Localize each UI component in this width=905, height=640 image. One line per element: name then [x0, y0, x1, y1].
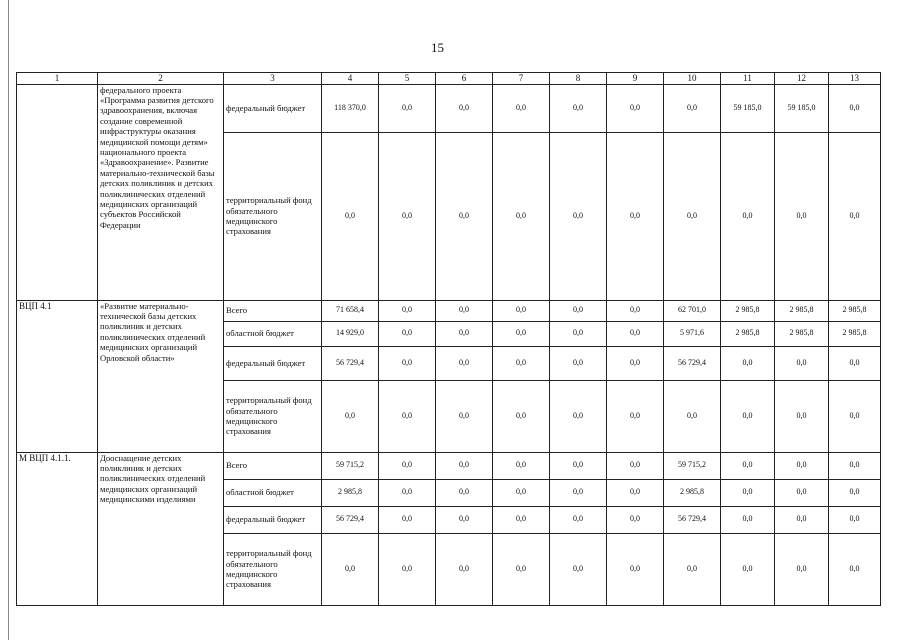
budget-table [16, 72, 881, 606]
item-name: федерального проекта «Программа развития детского здравоохранения, включая создание современной инфраструктуры оказания медицинской помощи детям» национального проекта «Здравоохранение». Развитие материально-технической базы детских поликлиник и детских поликлинических отделений медицинских организаций субъектов Российской Федерации [98, 84, 224, 300]
amount-cell: 0,0 [379, 452, 436, 479]
amount-cell: 2 985,8 [721, 321, 775, 346]
amount-cell: 0,0 [664, 380, 721, 452]
amount-cell: 59 185,0 [721, 84, 775, 132]
amount-cell: 0,0 [436, 506, 493, 533]
amount-cell: 0,0 [436, 479, 493, 506]
amount-cell: 0,0 [550, 300, 607, 321]
amount-cell: 0,0 [721, 506, 775, 533]
amount-cell: 2 985,8 [721, 300, 775, 321]
funding-source: федеральный бюджет [224, 346, 322, 380]
amount-cell: 0,0 [775, 132, 829, 300]
amount-cell: 0,0 [829, 380, 881, 452]
header-cell: 6 [436, 73, 493, 85]
amount-cell: 0,0 [829, 346, 881, 380]
item-code [17, 84, 98, 300]
amount-cell: 0,0 [436, 300, 493, 321]
amount-cell: 0,0 [379, 346, 436, 380]
amount-cell: 0,0 [550, 506, 607, 533]
amount-cell: 0,0 [436, 533, 493, 605]
amount-cell: 0,0 [436, 132, 493, 300]
amount-cell: 0,0 [493, 506, 550, 533]
amount-cell: 0,0 [721, 380, 775, 452]
amount-cell: 0,0 [550, 479, 607, 506]
amount-cell: 2 985,8 [829, 321, 881, 346]
amount-cell: 0,0 [721, 346, 775, 380]
amount-cell: 59 185,0 [775, 84, 829, 132]
amount-cell: 2 985,8 [775, 321, 829, 346]
amount-cell: 0,0 [493, 346, 550, 380]
amount-cell: 0,0 [607, 506, 664, 533]
header-cell: 1 [17, 73, 98, 85]
amount-cell: 0,0 [775, 346, 829, 380]
amount-cell: 0,0 [379, 300, 436, 321]
amount-cell: 0,0 [607, 84, 664, 132]
amount-cell: 0,0 [775, 380, 829, 452]
amount-cell: 0,0 [550, 346, 607, 380]
header-cell: 10 [664, 73, 721, 85]
header-cell: 3 [224, 73, 322, 85]
amount-cell: 0,0 [550, 533, 607, 605]
header-cell: 8 [550, 73, 607, 85]
header-cell: 11 [721, 73, 775, 85]
item-code: М ВЦП 4.1.1. [17, 452, 98, 605]
funding-source: федеральный бюджет [224, 506, 322, 533]
amount-cell: 56 729,4 [664, 506, 721, 533]
header-cell: 12 [775, 73, 829, 85]
table-row [17, 452, 881, 479]
header-cell: 5 [379, 73, 436, 85]
amount-cell: 0,0 [664, 132, 721, 300]
amount-cell: 0,0 [607, 380, 664, 452]
amount-cell: 2 985,8 [775, 300, 829, 321]
item-code: ВЦП 4.1 [17, 300, 98, 452]
amount-cell: 2 985,8 [829, 300, 881, 321]
amount-cell: 0,0 [550, 380, 607, 452]
amount-cell: 0,0 [436, 380, 493, 452]
amount-cell: 0,0 [493, 84, 550, 132]
funding-source: территориальный фонд обязательного медицинского страхования [224, 380, 322, 452]
amount-cell: 0,0 [664, 533, 721, 605]
funding-source: территориальный фонд обязательного медицинского страхования [224, 132, 322, 300]
amount-cell: 0,0 [607, 452, 664, 479]
header-cell: 13 [829, 73, 881, 85]
amount-cell: 0,0 [775, 533, 829, 605]
amount-cell: 0,0 [493, 321, 550, 346]
amount-cell: 0,0 [664, 84, 721, 132]
amount-cell: 0,0 [493, 479, 550, 506]
amount-cell: 0,0 [721, 452, 775, 479]
amount-cell: 59 715,2 [322, 452, 379, 479]
amount-cell: 0,0 [550, 84, 607, 132]
amount-cell: 118 370,0 [322, 84, 379, 132]
funding-source: Всего [224, 300, 322, 321]
amount-cell: 0,0 [493, 300, 550, 321]
amount-cell: 0,0 [550, 132, 607, 300]
amount-cell: 0,0 [829, 506, 881, 533]
amount-cell: 0,0 [379, 84, 436, 132]
amount-cell: 0,0 [775, 452, 829, 479]
amount-cell: 62 701,0 [664, 300, 721, 321]
amount-cell: 0,0 [493, 533, 550, 605]
funding-source: областной бюджет [224, 479, 322, 506]
header-cell: 2 [98, 73, 224, 85]
amount-cell: 0,0 [436, 452, 493, 479]
header-cell: 9 [607, 73, 664, 85]
header-row [17, 73, 881, 85]
amount-cell: 56 729,4 [664, 346, 721, 380]
amount-cell: 0,0 [379, 506, 436, 533]
header-cell: 7 [493, 73, 550, 85]
amount-cell: 0,0 [607, 533, 664, 605]
page-margin-line [8, 0, 9, 640]
amount-cell: 0,0 [775, 506, 829, 533]
amount-cell: 0,0 [829, 452, 881, 479]
funding-source: Всего [224, 452, 322, 479]
page-number: 15 [431, 40, 444, 55]
header-cell: 4 [322, 73, 379, 85]
amount-cell: 0,0 [550, 321, 607, 346]
item-name: Дооснащение детских поликлиник и детских поликлинических отделений медицинских организаций медицинскими изделиями [98, 452, 224, 605]
amount-cell: 56 729,4 [322, 506, 379, 533]
amount-cell: 0,0 [721, 479, 775, 506]
item-name: «Развитие материально-технической базы детских поликлиник и детских поликлинических отделений медицинских организаций Орловской области» [98, 300, 224, 452]
amount-cell: 0,0 [829, 84, 881, 132]
amount-cell: 0,0 [607, 132, 664, 300]
amount-cell: 0,0 [721, 533, 775, 605]
amount-cell: 0,0 [829, 533, 881, 605]
amount-cell: 0,0 [550, 452, 607, 479]
amount-cell: 0,0 [379, 321, 436, 346]
funding-source: федеральный бюджет [224, 84, 322, 132]
amount-cell: 0,0 [829, 132, 881, 300]
table-row [17, 300, 881, 321]
amount-cell: 2 985,8 [322, 479, 379, 506]
amount-cell: 0,0 [379, 380, 436, 452]
amount-cell: 56 729,4 [322, 346, 379, 380]
amount-cell: 0,0 [322, 132, 379, 300]
amount-cell: 0,0 [607, 300, 664, 321]
amount-cell: 0,0 [607, 479, 664, 506]
amount-cell: 0,0 [493, 132, 550, 300]
amount-cell: 0,0 [829, 479, 881, 506]
amount-cell: 2 985,8 [664, 479, 721, 506]
amount-cell: 0,0 [379, 533, 436, 605]
amount-cell: 0,0 [379, 132, 436, 300]
amount-cell: 71 658,4 [322, 300, 379, 321]
amount-cell: 59 715,2 [664, 452, 721, 479]
funding-source: территориальный фонд обязательного медицинского страхования [224, 533, 322, 605]
amount-cell: 0,0 [436, 346, 493, 380]
amount-cell: 14 929,0 [322, 321, 379, 346]
amount-cell: 0,0 [436, 84, 493, 132]
funding-source: областной бюджет [224, 321, 322, 346]
amount-cell: 0,0 [322, 380, 379, 452]
amount-cell: 0,0 [721, 132, 775, 300]
amount-cell: 0,0 [322, 533, 379, 605]
amount-cell: 0,0 [379, 479, 436, 506]
amount-cell: 0,0 [436, 321, 493, 346]
table-row [17, 84, 881, 132]
amount-cell: 0,0 [607, 321, 664, 346]
amount-cell: 0,0 [775, 479, 829, 506]
amount-cell: 5 971,6 [664, 321, 721, 346]
amount-cell: 0,0 [493, 452, 550, 479]
amount-cell: 0,0 [607, 346, 664, 380]
amount-cell: 0,0 [493, 380, 550, 452]
